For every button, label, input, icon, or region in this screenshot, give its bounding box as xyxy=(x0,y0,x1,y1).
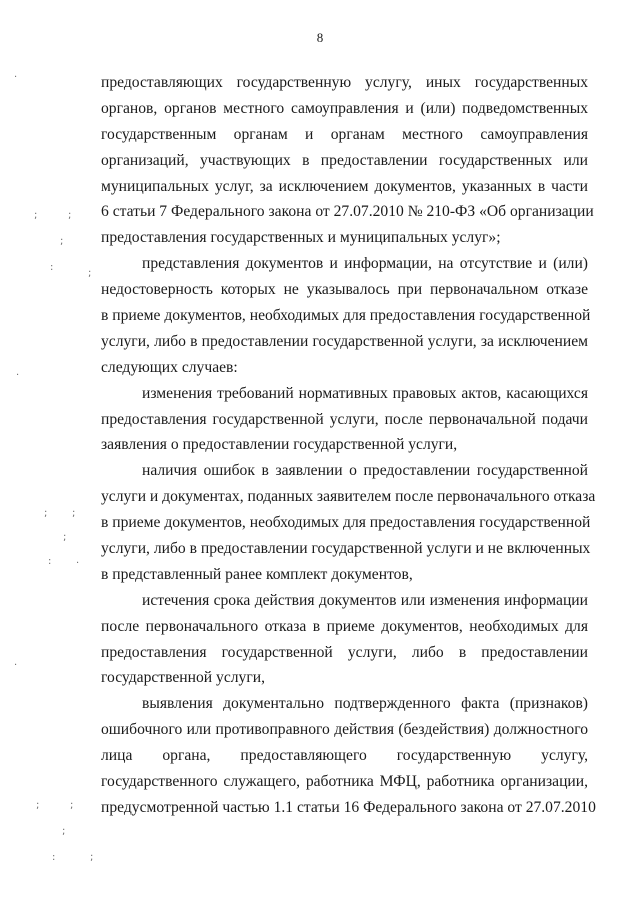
text-line: после первоначального отказа в приеме документов, необходимых для xyxy=(101,617,588,635)
text-line: услуги, либо в предоставлении государственной услуги и не включенных xyxy=(101,540,591,558)
document-body xyxy=(101,70,596,821)
text-line: предоставления государственных и муниципальных услуг»; xyxy=(101,229,501,247)
text-line: заявления о предоставлении государственной услуги, xyxy=(101,436,458,454)
text-line: органов, органов местного самоуправления и (или) подведомственных xyxy=(101,99,588,117)
text-line: муниципальных услуг, за исключением документов, указанных в части xyxy=(101,177,588,195)
text-line: государственного служащего, работника МФЦ, работника организации, xyxy=(101,773,588,791)
text-line: лица органа, предоставляющего государственную услугу, xyxy=(101,747,588,765)
text-line: 6 статьи 7 Федерального закона от 27.07.2010 № 210-ФЗ «Об организации xyxy=(101,203,594,221)
text-line: услуги, либо в предоставлении государственной услуги, за исключением xyxy=(101,332,588,350)
text-line: ошибочного или противоправного действия (бездействия) должностного xyxy=(101,721,588,739)
text-line: предоставления государственной услуги, после первоначальной подачи xyxy=(101,410,588,428)
text-line: в приеме документов, необходимых для предоставления государственной xyxy=(101,307,591,325)
text-line: истечения срока действия документов или изменения информации xyxy=(142,591,588,609)
text-line: в представленный ранее комплект документов, xyxy=(101,565,413,583)
text-line: государственным органам и органам местного самоуправления xyxy=(101,125,588,143)
text-line: предоставления государственной услуги, либо в предоставлении xyxy=(101,643,588,661)
text-line: изменения требований нормативных правовых актов, касающихся xyxy=(142,384,588,402)
text-line: представления документов и информации, на отсутствие и (или) xyxy=(142,255,588,273)
text-line: государственной услуги, xyxy=(101,669,265,687)
text-line: организаций, участвующих в предоставлении государственных или xyxy=(101,151,588,169)
text-line: следующих случаев: xyxy=(101,358,238,376)
text-line: предоставляющих государственную услугу, иных государственных xyxy=(101,74,588,91)
page-number: 8 xyxy=(316,30,324,45)
text-line: недостоверность которых не указывалось при первоначальном отказе xyxy=(101,281,588,299)
text-line: предусмотренной частью 1.1 статьи 16 Федерального закона от 27.07.2010 xyxy=(101,798,596,816)
text-line: наличия ошибок в заявлении о предоставлении государственной xyxy=(142,462,588,480)
text-line: в приеме документов, необходимых для предоставления государственной xyxy=(101,514,591,532)
text-line: выявления документально подтвержденного факта (признаков) xyxy=(142,695,588,713)
text-line: услуги и документах, поданных заявителем после первоначального отказа xyxy=(101,488,596,506)
